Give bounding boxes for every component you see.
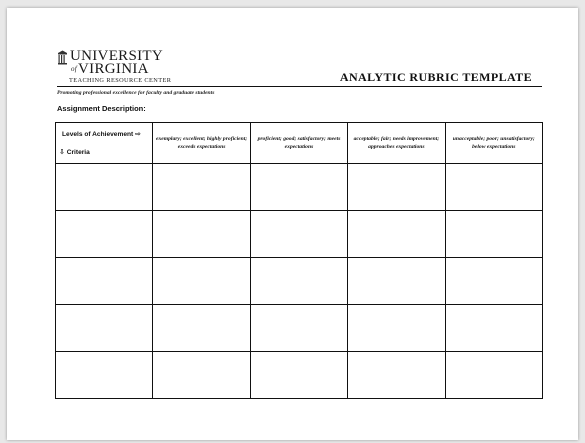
rubric-cell[interactable] <box>250 258 347 305</box>
table-row <box>56 258 543 305</box>
rubric-cell[interactable] <box>445 211 542 258</box>
table-row <box>56 305 543 352</box>
level-header-exemplary: exemplary; excellent; highly proficient; exceeds expectations <box>153 123 250 164</box>
rubric-header-row <box>56 123 543 164</box>
document-page <box>7 8 578 440</box>
criteria-cell[interactable] <box>56 211 153 258</box>
rubric-cell[interactable] <box>445 305 542 352</box>
rubric-cell[interactable] <box>250 352 347 399</box>
arrow-down-icon: ⇩ <box>59 148 65 156</box>
level-header-unacceptable: unacceptable; poor; unsatisfactory; below expectations <box>445 123 542 164</box>
rubric-cell[interactable] <box>348 164 445 211</box>
levels-of-achievement-label: Levels of Achievement ⇨ <box>62 130 141 138</box>
rubric-cell[interactable] <box>250 305 347 352</box>
rubric-cell[interactable] <box>153 211 250 258</box>
header-divider <box>57 86 542 87</box>
arrow-right-icon: ⇨ <box>135 130 141 138</box>
rubric-cell[interactable] <box>348 258 445 305</box>
rubric-cell[interactable] <box>348 211 445 258</box>
rubric-cell[interactable] <box>250 164 347 211</box>
criteria-cell[interactable] <box>56 164 153 211</box>
rubric-cell[interactable] <box>445 352 542 399</box>
rubric-cell[interactable] <box>445 258 542 305</box>
level-header-proficient: proficient; good; satisfactory; meets expectations <box>250 123 347 164</box>
rubric-table <box>55 122 543 399</box>
rubric-cell[interactable] <box>250 211 347 258</box>
rubric-corner-cell <box>56 123 153 164</box>
level-header-acceptable: acceptable; fair; needs improvement; approaches expectations <box>348 123 445 164</box>
assignment-description-label: Assignment Description: <box>57 104 146 113</box>
document-title: ANALYTIC RUBRIC TEMPLATE <box>339 70 532 84</box>
criteria-cell[interactable] <box>56 352 153 399</box>
rubric-cell[interactable] <box>153 258 250 305</box>
university-name: UNIVERSITY $^{of}$VIRGINIA <box>70 48 163 77</box>
criteria-cell[interactable] <box>56 305 153 352</box>
rubric-cell[interactable] <box>348 305 445 352</box>
rubric-cell[interactable] <box>445 164 542 211</box>
teaching-center-name: TEACHING RESOURCE CENTER <box>69 77 172 84</box>
rubric-cell[interactable] <box>153 305 250 352</box>
rubric-cell[interactable] <box>153 352 250 399</box>
criteria-label: ⇩ Criteria <box>59 148 90 156</box>
rubric-cell[interactable] <box>153 164 250 211</box>
table-row <box>56 352 543 399</box>
criteria-cell[interactable] <box>56 258 153 305</box>
tagline: Promoting professional excellence for faculty and graduate students <box>57 90 215 96</box>
table-row <box>56 211 543 258</box>
table-row <box>56 164 543 211</box>
rubric-cell[interactable] <box>348 352 445 399</box>
